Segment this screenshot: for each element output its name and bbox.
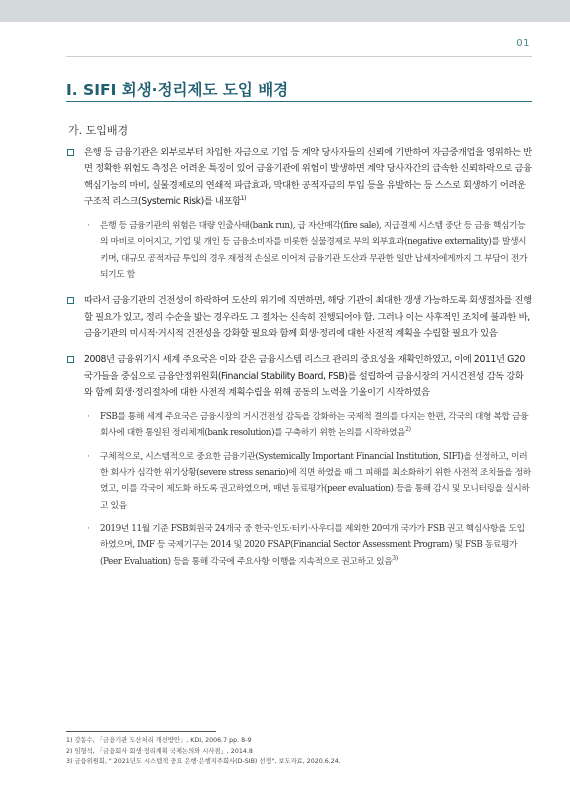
sub-bullet-text: 구체적으로, 시스템적으로 중요한 금융기관(Systemically Important Financial Institution, SIFI)을 선정하고, 이러한 회사가 심각한 위기상황(severe stress senario)에 직면 하였을 때 그 피해를 최소화하기 위한 사전적 조치들을 정하였고, 이를 각국이 제도화 하도록 권고하였으며, 매년 동료평가(peer evaluation) 등을 통해 감시 및 모니터링을 실시하고 있음 xyxy=(100,451,531,511)
bullet-text: 2008년 금융위기시 세계 주요국은 이와 같은 금융시스템 리스크 관리의 중요성을 재확인하였고, 이에 2011년 G20 국가들을 중심으로 금융안정위원회(Financial Stability Board, FSB)를 설립하여 금융시장의 거시건전성 감독 강화와 함께 회생·정리절차에 대한 사전적 계획수립을 위해 공동의 노력을 기울이기 시작하였음 xyxy=(84,354,525,398)
bullet-text: 은행 등 금융기관은 외부로부터 차입한 자금으로 기업 등 계약 당사자들의 신뢰에 기반하여 자금중개업을 영위하는 반면 정확한 위험도 측정은 어려운 특징이 있어 금융기관에 위험이 발생하면 계약 당사자간의 급속한 신뢰하락으로 금융핵심기능의 마비, 실물경제로의 연쇄적 파급효과, 막대한 공적자금의 투입 등을 유발하는 등 스스로 회생하기 어려운 구조적 리스크(Systemic Risk)를 내포함 xyxy=(84,147,532,207)
header-band xyxy=(0,0,570,22)
body-content xyxy=(66,145,532,577)
sub-bullet-text: 은행 등 금융기관의 위험은 대량 인출사태(bank run), 급 자산매각(fire sale), 지급결제 시스템 중단 등 금융 핵심기능의 마비로 이어지고, 기업 및 개인 등 금융소비자를 비롯한 실물경제로 부의 외부효과(negative externality)를 발생시키며, 대규모 공적자금 투입의 경우 재정적 손실로 이어져 금융기관 도산과 무관한 일반 납세자에게까지 그 부담이 전가되기도 함 xyxy=(100,221,528,281)
square-bullet-icon xyxy=(67,149,74,156)
footnotes xyxy=(66,736,341,768)
footnote-item: 1) 강동수, 「금융기관 도산처리 개선방안」, KDI, 2006.7 pp. 8-9 xyxy=(66,737,252,744)
bullet-paragraph xyxy=(66,145,532,210)
bullet-paragraph xyxy=(66,352,532,401)
sub-bullet xyxy=(66,409,532,442)
dot-bullet-icon: · xyxy=(87,451,90,462)
footnote-ref[interactable]: 3) xyxy=(392,554,398,562)
sub-bullet-text: FSB를 통해 세계 주요국은 금융시장의 거시건전성 감독을 강화하는 국제적 결의를 다지는 한편, 각국의 대형 복합 금융회사에 대한 통일된 정리체계(bank resolution)를 구축하기 위한 논의를 시작하였음 xyxy=(100,412,529,439)
sub-bullet xyxy=(66,521,532,570)
footnote-ref[interactable]: 1) xyxy=(240,194,247,202)
title-underline xyxy=(66,101,532,102)
page-number: 01 xyxy=(516,38,530,49)
footnote-item: 3) 금융위원회, " 2021년도 시스템적 중요 은행·은행지주회사(D-SIB) 선정", 보도자료, 2020.6.24. xyxy=(66,758,341,765)
dot-bullet-icon: · xyxy=(87,523,90,534)
dot-bullet-icon: · xyxy=(87,412,90,423)
sub-bullet xyxy=(66,218,532,283)
bullet-paragraph xyxy=(66,293,532,342)
bullet-text: 따라서 금융기관의 건전성이 하락하여 도산의 위기에 직면하면, 해당 기관이 최대한 갱생 가능하도록 회생절차를 진행할 필요가 있고, 정리 수순을 밟는 경우라도 그 절차는 신속히 진행되어야 함. 그러나 이는 사후적인 조치에 불과한 바, 금융기관의 미시적·거시적 건전성을 강화할 필요와 함께 회생·정리에 대한 사전적 계획을 수립할 필요가 있음 xyxy=(84,295,532,339)
square-bullet-icon xyxy=(67,297,74,304)
square-bullet-icon xyxy=(67,356,74,363)
sub-bullet xyxy=(66,449,532,514)
dot-bullet-icon: · xyxy=(87,221,90,232)
sub-bullet-text: 2019년 11월 기준 FSB회원국 24개국 중 한국·인도·터키·사우디를 제외한 20여개 국가가 FSB 권고 핵심사항을 도입하였으며, IMF 등 국제기구는 2014 및 2020 FSAP(Financial Sector Assessment Program) 및 FSB 동료평가(Peer Evaluation) 등을 통해 각국에 주요사항 이행을 지속적으로 권고하고 있음 xyxy=(100,523,525,567)
header-divider xyxy=(66,56,532,57)
footnote-item: 2) 임형석, 「금융회사 회생·정리계획 국제논의와 시사점」, 2014.8 xyxy=(66,747,253,755)
footnote-divider xyxy=(66,731,216,732)
subsection-heading: 가. 도입배경 xyxy=(68,124,129,137)
section-title: Ⅰ. SIFI 회생·정리제도 도입 배경 xyxy=(66,81,289,99)
footnote-ref[interactable]: 2) xyxy=(405,426,411,434)
